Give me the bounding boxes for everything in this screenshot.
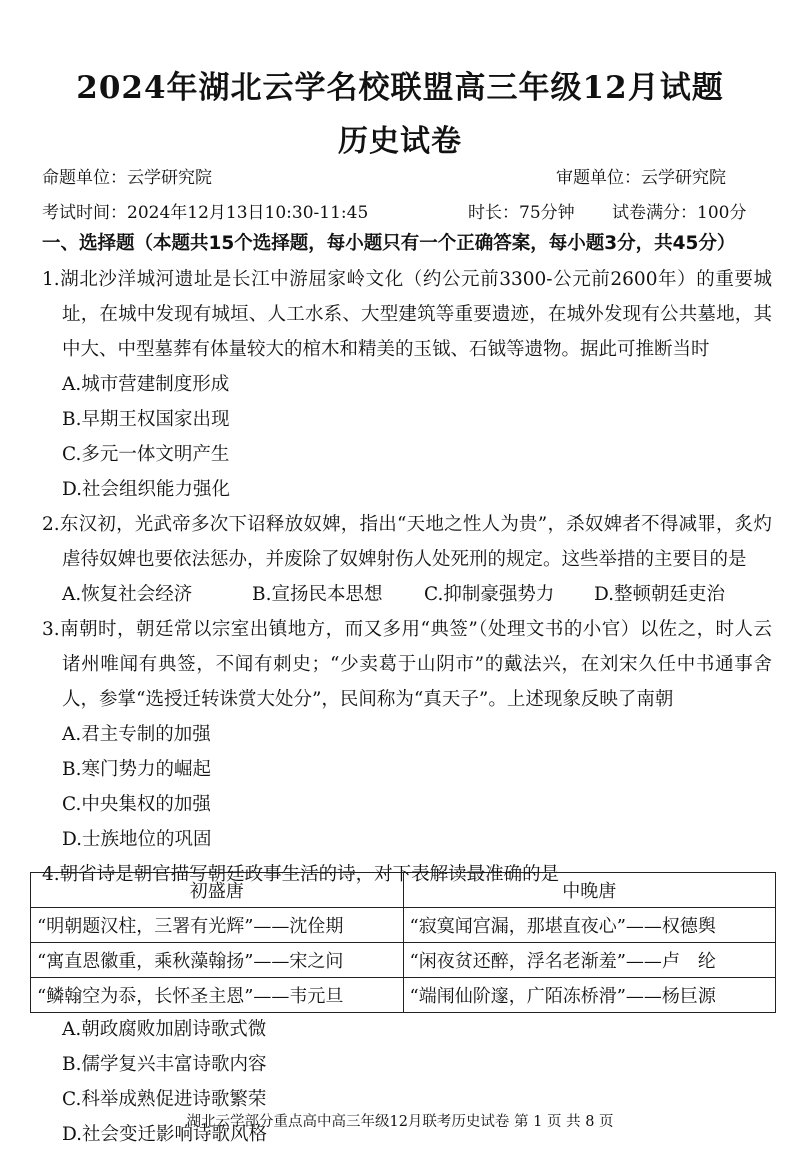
subject-title: 历史试卷 xyxy=(338,124,462,159)
option-d: D.社会组织能力强化 xyxy=(62,479,231,500)
option-c: C.抑制豪强势力 xyxy=(424,584,555,605)
column-header: 初盛唐 xyxy=(31,873,404,908)
question-stem: 1.湖北沙洋城河遗址是长江中游屈家岭文化（约公元前3300-公元前2600年）的重要城址，在城中发现有城垣、人工水系、大型建筑等重要遗迹，在城外发现有公共墓地，其中大、中型墓葬有体量较大的棺木和精美的玉钺、石钺等遗物。据此可推断当时 xyxy=(42,269,772,360)
option-a: A.君主专制的加强 xyxy=(62,724,211,745)
option-c: C.中央集权的加强 xyxy=(62,794,211,815)
option-b: B.寒门势力的崛起 xyxy=(62,759,211,780)
option-a: A.城市营建制度形成 xyxy=(62,374,230,395)
option-a: A.朝政腐败加剧诗歌式微 xyxy=(62,1019,267,1040)
table-cell: “闲夜贫还醉，浮名老渐羞”——卢 纶 xyxy=(403,943,776,978)
table-row xyxy=(31,908,776,943)
question-1 xyxy=(42,262,772,892)
table-header-row xyxy=(31,873,776,908)
table-cell: “寂寞闻宫漏，那堪直夜心”——权德舆 xyxy=(403,908,776,943)
option-list xyxy=(42,717,772,857)
option-c: C.科举成熟促进诗歌繁荣 xyxy=(62,1089,267,1110)
poem-table xyxy=(30,872,776,1013)
table-row xyxy=(31,943,776,978)
option-list xyxy=(42,367,772,507)
option-d: D.社会变迁影响诗歌风格 xyxy=(62,1124,268,1145)
option-b: B.宣扬民本思想 xyxy=(252,584,383,605)
question-3-stem: 3.南朝时，朝廷常以宗室出镇地方，而又多用“典签”（处理文书的小官）以佐之，时人云诸州唯闻有典签，不闻有刺史；“少卖葛于山阴市”的戴法兴，在刘宋久任中书通事舍人，参掌“选授迁转诛赏大处分”，民间称为“真天子”。上述现象反映了南朝 xyxy=(42,619,772,710)
exam-duration: 时长：75分钟 xyxy=(468,203,575,223)
table-cell: “端闱仙阶邃，广陌冻桥滑”——杨巨源 xyxy=(403,978,776,1013)
table-cell: “鳞翰空为忝，长怀圣主恩”——韦元旦 xyxy=(31,978,404,1013)
option-d: D.士族地位的巩固 xyxy=(62,829,212,850)
option-b: B.早期王权国家出现 xyxy=(62,409,230,430)
full-score: 试卷满分：100分 xyxy=(612,203,747,223)
option-c: C.多元一体文明产生 xyxy=(62,444,230,465)
option-b: B.儒学复兴丰富诗歌内容 xyxy=(62,1054,267,1075)
setter-info: 命题单位：云学研究院 xyxy=(42,168,212,188)
question-4-stem: 4.朝省诗是朝官描写朝廷政事生活的诗，对下表解读最准确的是 xyxy=(42,864,560,885)
table-cell: “寓直恩徽重，乘秋藻翰扬”——宋之问 xyxy=(31,943,404,978)
page-footer: 湖北云学部分重点高中高三年级12月联考历史试卷 第 1 页 共 8 页 xyxy=(186,1114,614,1130)
column-header: 中晚唐 xyxy=(403,873,776,908)
option-list xyxy=(42,1012,772,1152)
option-list xyxy=(42,577,772,612)
exam-time: 考试时间：2024年12月13日10:30-11:45 xyxy=(42,203,369,223)
table-row xyxy=(31,978,776,1013)
option-a: A.恢复社会经济 xyxy=(62,584,193,605)
question-4-options xyxy=(42,1012,772,1152)
exam-title: 2024年湖北云学名校联盟高三年级12月试题 xyxy=(76,70,724,106)
option-d: D.整顿朝廷吏治 xyxy=(594,584,726,605)
table-cell: “明朝题汉柱，三署有光辉”——沈佺期 xyxy=(31,908,404,943)
section-title: 一、选择题（本题共15个选择题，每小题只有一个正确答案，每小题3分，共45分） xyxy=(42,233,736,254)
reviewer-info: 审题单位：云学研究院 xyxy=(556,168,726,188)
question-2-stem: 2.东汉初，光武帝多次下诏释放奴婢，指出“天地之性人为贵”，杀奴婢者不得减罪，炙灼虐待奴婢也要依法惩办，并废除了奴婢射伤人处死刑的规定。这些举措的主要目的是 xyxy=(42,514,772,570)
